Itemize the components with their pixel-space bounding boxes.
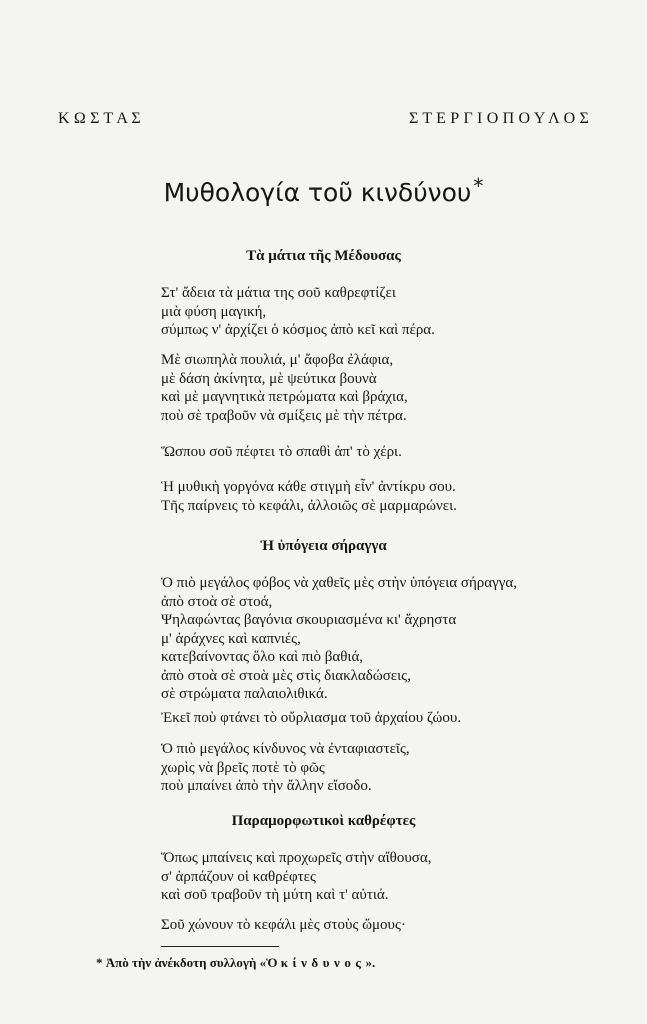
- stanza: [161, 709, 461, 728]
- verse-line: Ψηλαφώντας βαγόνια σκουριασμένα κι' ἄχρηστα: [161, 612, 457, 628]
- verse-line: Μὲ σιωπηλὰ πουλιά, μ' ἄφοβα ἐλάφια,: [161, 352, 394, 368]
- stanza: [161, 574, 517, 704]
- verse-line: Ὅπως μπαίνεις καὶ προχωρεῖς στὴν αἴθουσα,: [161, 850, 432, 866]
- verse-line: Στ' ἄδεια τὰ μάτια της σοῦ καθρεφτίζει: [161, 285, 396, 301]
- poem-title-text: Μυθολογία τοῦ κινδύνου: [163, 178, 472, 207]
- author-first-name: Κ Ω Σ Τ Α Σ: [58, 110, 141, 127]
- verse-line: ἀπὸ στοὰ σὲ στοά,: [161, 593, 273, 610]
- verse-line: Ὁ πιὸ μεγάλος κίνδυνος νὰ ἐνταφιαστεῖς,: [161, 741, 410, 757]
- footnote-spaced-word: κίνδυνος: [280, 955, 366, 970]
- verse-line: μιὰ φύση μαγική,: [161, 303, 267, 320]
- verse-line: ποὺ μπαίνει ἀπὸ τὴν ἄλλην εἴσοδο.: [161, 778, 372, 794]
- verse-line: ποὺ σὲ τραβοῦν νὰ σμίξεις μὲ τὴν πέτρα.: [161, 407, 407, 424]
- stanza: [161, 351, 408, 425]
- stanza: [161, 443, 402, 462]
- verse-line: Ἐκεῖ ποὺ φτάνει τὸ οὔρλιασμα τοῦ ἀρχαίου ζώου.: [161, 710, 462, 726]
- verse-line: σὲ στρώματα παλαιολιθικά.: [161, 686, 328, 702]
- stanza: [161, 916, 406, 935]
- verse-line: Ὥσπου σοῦ πέφτει τὸ σπαθὶ ἀπ' τὸ χέρι.: [161, 444, 402, 460]
- verse-line: χωρὶς νὰ βρεῖς ποτὲ τὸ φῶς: [161, 759, 325, 776]
- verse-line: καὶ μὲ μαγνητικὰ πετρώματα καὶ βράχια,: [161, 389, 408, 405]
- verse-line: Τῆς παίρνεις τὸ κεφάλι, ἀλλοιῶς σὲ μαρμαρώνει.: [161, 497, 457, 514]
- stanza: [161, 740, 410, 796]
- section-heading-medusa: Τὰ μάτια τῆς Μέδουσας: [246, 248, 401, 264]
- stanza: [161, 478, 457, 515]
- verse-line: Ὁ πιὸ μεγάλος φόβος νὰ χαθεῖς μὲς στὴν ὑπόγεια σήραγγα,: [161, 575, 518, 591]
- footnote-mark: *: [96, 955, 103, 970]
- footnote-rule: [161, 946, 279, 947]
- verse-line: κατεβαίνοντας ὅλο καὶ πιὸ βαθιά,: [161, 649, 364, 665]
- stanza: [161, 849, 431, 905]
- verse-line: σύμπως ν' ἀρχίζει ὁ κόσμος ἀπὸ κεῖ καὶ πέρα.: [161, 322, 435, 338]
- footnote: [96, 955, 375, 971]
- poem-title: [0, 171, 647, 208]
- verse-line: μὲ δάση ἀκίνητα, μὲ ψεύτικα βουνὰ: [161, 370, 377, 387]
- verse-line: Ἡ μυθικὴ γοργόνα κάθε στιγμὴ εἶν' ἀντίκρυ σου.: [161, 479, 456, 495]
- section-heading-tunnel: Ἡ ὑπόγεια σήραγγα: [260, 538, 387, 554]
- title-footnote-mark: *: [473, 174, 484, 198]
- verse-line: μ' ἀράχνες καὶ καπνιές,: [161, 630, 301, 647]
- verse-line: ἀπὸ στοὰ σὲ στοὰ μὲς στὶς διακλαδώσεις,: [161, 667, 411, 684]
- verse-line: καὶ σοῦ τραβοῦν τὴ μύτη καὶ τ' αὐτιά.: [161, 887, 389, 903]
- verse-line: Σοῦ χώνουν τὸ κεφάλι μὲς στοὺς ὤμους·: [161, 917, 406, 933]
- running-head: [58, 110, 589, 128]
- footnote-text: Ἀπὸ τὴν ἀνέκδοτη συλλογὴ «Ὁ: [105, 955, 278, 970]
- author-last-name: Σ Τ Ε Ρ Γ Ι Ο Π Ο Υ Λ Ο Σ: [409, 110, 589, 127]
- stanza: [161, 284, 435, 340]
- footnote-closing: ».: [365, 955, 376, 970]
- section-heading-mirrors: Παραμορφωτικοὶ καθρέφτες: [231, 813, 416, 829]
- verse-line: σ' ἁρπάζουν οἱ καθρέφτες: [161, 868, 316, 885]
